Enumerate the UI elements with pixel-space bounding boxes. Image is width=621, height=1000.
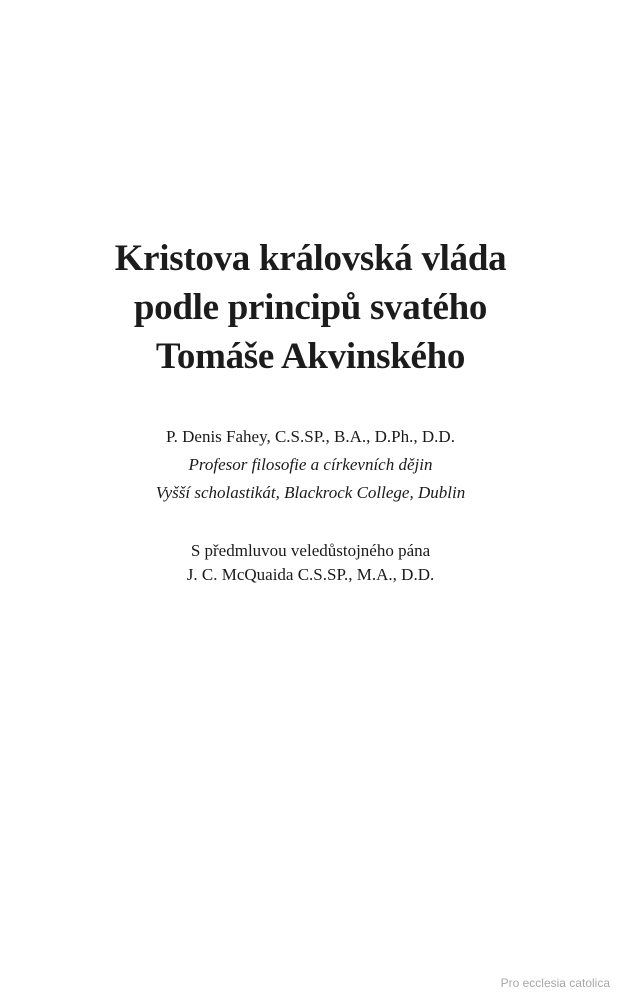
preface-intro: S předmluvou veledůstojného pána [190,541,431,560]
author-name: P. Denis Fahey, C.S.SP., B.A., D.Ph., D.D. [166,427,455,446]
author-block [0,423,621,507]
watermark-text: Pro ecclesia catolica [500,976,610,990]
book-title [0,234,621,381]
author-institution: Vyšší scholastikát, Blackrock College, Dublin [155,483,466,502]
preface-block [0,539,621,587]
preface-person: J. C. McQuaida C.S.SP., M.A., D.D. [186,565,435,584]
title-line-2: podle principů svatého [133,287,488,328]
author-position: Profesor filosofie a církevních dějin [188,455,433,474]
title-line-1: Kristova královská vláda [114,238,507,279]
title-line-3: Tomáše Akvinského [155,336,466,377]
